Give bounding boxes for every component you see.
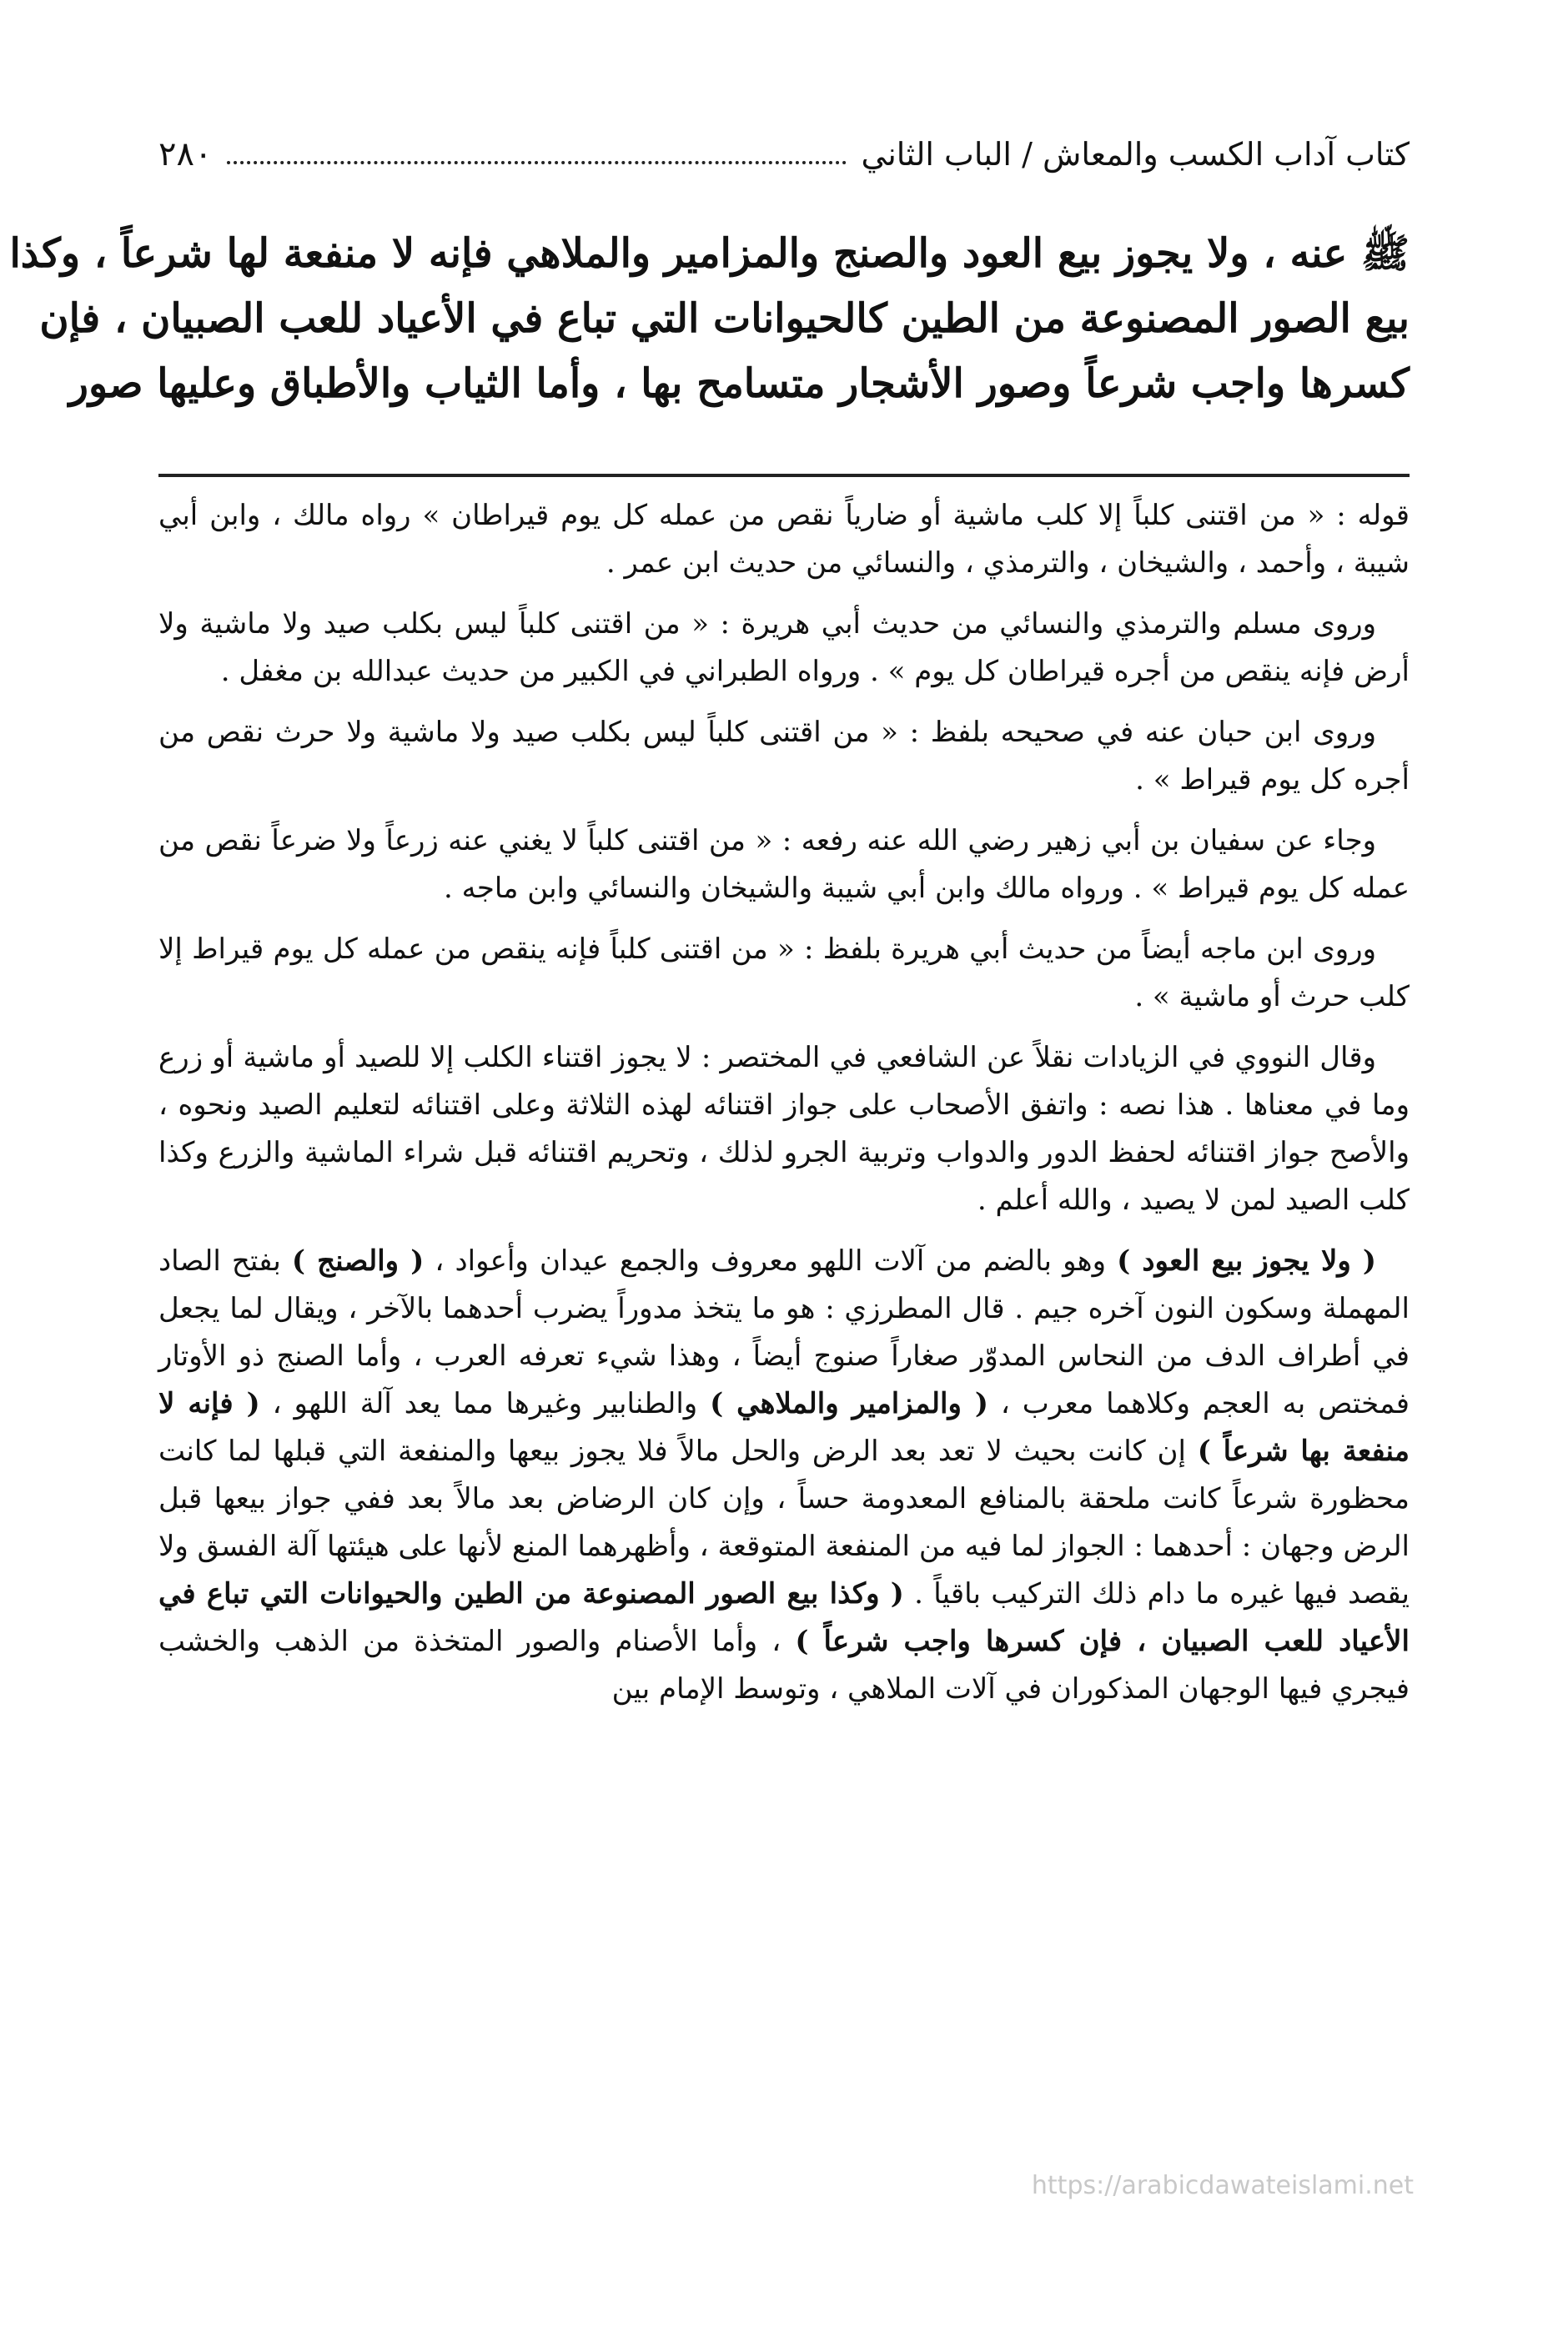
quoted-matn: ( وكذا بيع الصور المصنوعة من الطين والحيوانات التي تباع في الأعياد للعب الصبيان ، فإن كسرها واجب شرعاً ) — [158, 1577, 1410, 1658]
quoted-matn: ( والمزامير والملاهي ) — [710, 1387, 988, 1420]
quoted-matn: ( والصنج ) — [291, 1244, 425, 1278]
main-text-line: بيع الصور المصنوعة من الطين كالحيوانات التي تباع في الأعياد للعب الصبيان ، فإن — [39, 295, 1410, 342]
page-header — [158, 125, 1410, 183]
commentary-paragraph: وروى ابن ماجه أيضاً من حديث أبي هريرة بلفظ : « من اقتنى كلباً فإنه ينقص من عمله كل يوم قيراط إلا كلب حرث أو ماشية » . — [158, 932, 1410, 1013]
watermark-url: https://arabicdawateislami.net — [1031, 2171, 1414, 2200]
commentary-paragraph: وقال النووي في الزيادات نقلاً عن الشافعي في المختصر : لا يجوز اقتناء الكلب إلا للصيد أو ماشية أو زرع وما في معناها . هذا نصه : واتفق الأصحاب على جواز اقتنائه لهذه الثلاثة وعلى اقتنائه لتعليم الصيد ونحوه ، والأصح جواز اقتنائه لحفظ الدور والدواب وتربية الجرو لذلك ، وتحريم اقتنائه قبل شراء الماشية والزرع وكذا كلب الصيد لمن لا يصيد ، والله أعلم . — [158, 1041, 1410, 1217]
main-text-line: ﷺ عنه ، ولا يجوز بيع العود والصنج والمزامير والملاهي فإنه لا منفعة لها شرعاً ، وكذا — [9, 230, 1410, 277]
commentary-text: ، وأما الأصنام والصور المتخذة من الذهب والخشب فيجري فيها الوجهان المذكوران في آلات الملاهي ، وتوسط الإمام بين — [158, 1625, 1410, 1706]
commentary-text: وهو بالضم من آلات اللهو معروف والجمع عيدان وأعواد ، — [424, 1244, 1118, 1278]
quoted-matn: ( ولا يجوز بيع العود ) — [1117, 1244, 1377, 1278]
commentary — [158, 492, 1410, 1726]
main-text — [9, 221, 1410, 416]
main-text-line: كسرها واجب شرعاً وصور الأشجار متسامح بها ، وأما الثياب والأطباق وعليها صور — [68, 360, 1410, 407]
commentary-paragraph: قوله : « من اقتنى كلباً إلا كلب ماشية أو ضارياً نقص من عمله كل يوم قيراطان » رواه مالك ، وابن أبي شيبة ، وأحمد ، والشيخان ، والترمذي ، والنسائي من حديث ابن عمر . — [158, 499, 1410, 580]
quoted-matn: ( فإنه لا منفعة بها شرعاً ) — [158, 1387, 1410, 1468]
commentary-text: والطنابير وغيرها مما يعد آلة اللهو ، — [259, 1387, 711, 1420]
page-number: ٢٨٠ — [158, 135, 213, 173]
commentary-paragraph: وروى ابن حبان عنه في صحيحه بلفظ : « من اقتنى كلباً ليس بكلب صيد ولا ماشية ولا حرث نقص من أجره كل يوم قيراط » . — [158, 716, 1410, 797]
running-title: كتاب آداب الكسب والمعاش / الباب الثاني — [861, 136, 1410, 173]
commentary-paragraph: وجاء عن سفيان بن أبي زهير رضي الله عنه رفعه : « من اقتنى كلباً لا يغني عنه زرعاً ولا ضرعاً نقص من عمله كل يوم قيراط » . ورواه مالك وابن أبي شيبة والشيخان والنسائي وابن ماجه . — [158, 824, 1410, 905]
commentary-text: إن كانت بحيث لا تعد بعد الرض والحل مالاً فلا يجوز بيعها والمنفعة التي قبلها لما كانت محظورة شرعاً كانت ملحقة بالمنافع المعدومة حساً ، وإن كان الرضاض بعد مالاً بعد ففي جواز بيعها قبل الرض وجهان : أحدهما : الجواز لما فيه من المنفعة المتوقعة ، وأظهرهما المنع لأنها على هيئتها آلة الفسق ولا يقصد فيها غيره ما دام ذلك التركيب باقياً . — [158, 1435, 1410, 1611]
main-commentary-divider — [158, 474, 1410, 477]
commentary-text: بفتح الصاد المهملة وسكون النون آخره جيم . قال المطرزي : هو ما يتخذ مدوراً يضرب أحدهما بالآخر ، ويقال لما يجعل في أطراف الدف من النحاس المدوّر صغاراً صنوج أيضاً ، وهذا شيء تعرفه العرب ، وأما الصنج ذو الأوتار فمختص به العجم وكلاهما معرب ، — [158, 1244, 1410, 1420]
commentary-paragraph: وروى مسلم والترمذي والنسائي من حديث أبي هريرة : « من اقتنى كلباً ليس بكلب صيد ولا ماشية ولا أرض فإنه ينقص من أجره قيراطان كل يوم » . ورواه الطبراني في الكبير من حديث عبدالله بن مغفل . — [158, 607, 1410, 688]
header-dotted-leader — [227, 144, 846, 164]
commentary-paragraph — [158, 1238, 1410, 1713]
